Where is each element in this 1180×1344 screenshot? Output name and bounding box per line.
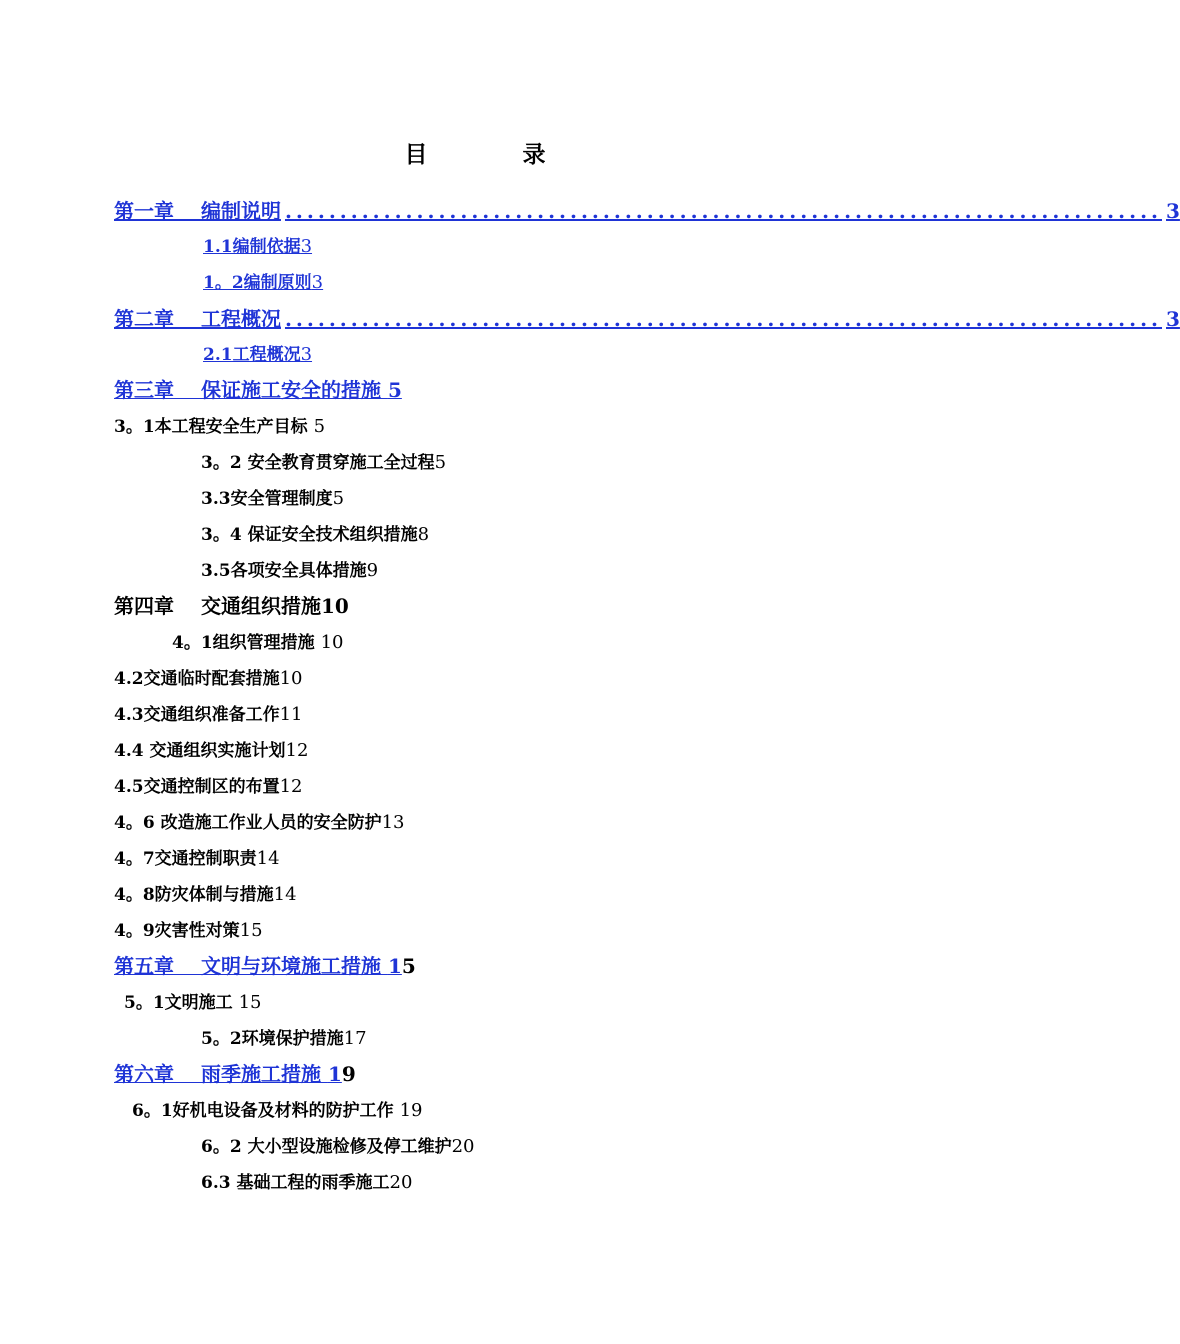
toc-chapter-1-page: 3 xyxy=(1166,199,1180,223)
toc-section-label: 4。7交通控制职责 xyxy=(114,849,257,869)
toc-section-page: 12 xyxy=(285,740,309,761)
toc-section-label: 4。6 改造施工作业人员的安全防护 xyxy=(114,813,382,833)
toc-section-page: 5 xyxy=(332,488,345,509)
toc-chapter-6[interactable] xyxy=(114,1061,356,1087)
toc-section-label: 1。2编制原则 xyxy=(203,273,312,293)
toc-section-label: 4。1组织管理措施 xyxy=(172,633,315,653)
toc-chapter-1-link[interactable] xyxy=(114,196,1180,226)
toc-section-6-1 xyxy=(132,1098,423,1124)
toc-section-page: 3 xyxy=(300,236,313,257)
toc-chapter-5[interactable] xyxy=(114,953,416,979)
toc-section-label: 6.3 基础工程的雨季施工 xyxy=(201,1173,390,1193)
toc-chapter-5-page-a: 1 xyxy=(387,954,402,978)
toc-section-label: 6。2 大小型设施检修及停工维护 xyxy=(201,1137,452,1157)
toc-chapter-3-label: 第三章 保证施工安全的措施 xyxy=(114,378,381,402)
toc-chapter-1-label: 第一章 编制说明 xyxy=(114,199,281,223)
toc-section-1-2-link[interactable] xyxy=(203,270,323,296)
toc-section-6-3 xyxy=(201,1170,412,1196)
toc-chapter-6-link[interactable] xyxy=(114,1062,342,1086)
toc-section-4-6 xyxy=(114,810,404,836)
toc-chapter-6-label: 第六章 雨季施工措施 xyxy=(114,1062,321,1086)
toc-section-page: 14 xyxy=(256,848,280,869)
toc-section-4-7 xyxy=(114,846,280,872)
toc-chapter-2-page: 3 xyxy=(1166,307,1180,331)
toc-section-page: 19 xyxy=(399,1100,423,1121)
toc-section-page: 12 xyxy=(279,776,303,797)
toc-leader-dots: ................................................................................ xyxy=(284,307,1162,331)
toc-section-page: 5 xyxy=(313,416,326,437)
toc-section-label: 2.1工程概况 xyxy=(203,345,301,365)
toc-chapter-4-label: 第四章 交通组织措施 xyxy=(114,594,321,618)
toc-section-page: 20 xyxy=(389,1172,413,1193)
toc-section-label: 3.5各项安全具体措施 xyxy=(201,561,367,581)
toc-section-label: 4.4 交通组织实施计划 xyxy=(114,741,286,761)
toc-section-4-3 xyxy=(114,702,302,728)
toc-section-4-4 xyxy=(114,738,308,764)
toc-section-label: 4.5交通控制区的布置 xyxy=(114,777,280,797)
toc-chapter-2-link[interactable] xyxy=(114,304,1180,334)
toc-chapter-5-page-b: 5 xyxy=(401,954,416,978)
toc-section-4-1 xyxy=(172,630,344,656)
toc-section-1-1-link[interactable] xyxy=(203,234,312,260)
toc-chapter-2-label: 第二章 工程概况 xyxy=(114,307,281,331)
toc-section-page: 15 xyxy=(238,992,262,1013)
toc-section-3-1 xyxy=(114,414,325,440)
toc-section-label: 4。9灾害性对策 xyxy=(114,921,240,941)
toc-section-4-5 xyxy=(114,774,302,800)
toc-section-label: 3。2 安全教育贯穿施工全过程 xyxy=(201,453,435,473)
toc-chapter-4 xyxy=(114,593,349,619)
toc-section-label: 5。1文明施工 xyxy=(124,993,233,1013)
toc-section-page: 13 xyxy=(381,812,405,833)
toc-section-6-2 xyxy=(201,1134,474,1160)
toc-chapter-5-link[interactable] xyxy=(114,954,402,978)
toc-chapter-3-page: 5 xyxy=(387,378,402,402)
toc-section-label: 3。4 保证安全技术组织措施 xyxy=(201,525,418,545)
toc-section-4-2 xyxy=(114,666,302,692)
toc-section-label: 6。1好机电设备及材料的防护工作 xyxy=(132,1101,394,1121)
toc-section-5-1 xyxy=(124,990,262,1016)
toc-section-label: 3.3安全管理制度 xyxy=(201,489,333,509)
toc-section-page: 3 xyxy=(311,272,324,293)
toc-section-label: 4。8防灾体制与措施 xyxy=(114,885,274,905)
toc-section-label: 5。2环境保护措施 xyxy=(201,1029,344,1049)
toc-section-4-8 xyxy=(114,882,297,908)
toc-section-page: 10 xyxy=(320,632,344,653)
toc-chapter-6-page-a: 1 xyxy=(327,1062,342,1086)
toc-section-page: 14 xyxy=(273,884,297,905)
toc-section-5-2 xyxy=(201,1026,367,1052)
toc-section-4-9 xyxy=(114,918,263,944)
toc-section-3-2 xyxy=(201,450,446,476)
toc-chapter-3-link[interactable] xyxy=(114,377,402,403)
toc-title: 目 录 xyxy=(404,141,582,168)
toc-section-page: 11 xyxy=(279,704,303,725)
toc-section-label: 4.3交通组织准备工作 xyxy=(114,705,280,725)
toc-section-page: 17 xyxy=(343,1028,367,1049)
toc-section-label: 4.2交通临时配套措施 xyxy=(114,669,280,689)
toc-section-label: 3。1本工程安全生产目标 xyxy=(114,417,308,437)
toc-section-2-1-link[interactable] xyxy=(203,342,312,368)
toc-section-page: 10 xyxy=(279,668,303,689)
toc-section-3-5 xyxy=(201,558,378,584)
toc-chapter-4-page: 10 xyxy=(320,594,349,618)
toc-section-page: 8 xyxy=(417,524,430,545)
toc-section-page: 20 xyxy=(451,1136,475,1157)
toc-section-3-3 xyxy=(201,486,344,512)
toc-section-page: 9 xyxy=(366,560,379,581)
toc-chapter-6-page-b: 9 xyxy=(341,1062,356,1086)
toc-section-label: 1.1编制依据 xyxy=(203,237,301,257)
toc-leader-dots: ................................................................................ xyxy=(284,199,1162,223)
toc-chapter-5-label: 第五章 文明与环境施工措施 xyxy=(114,954,381,978)
toc-section-page: 5 xyxy=(434,452,447,473)
toc-section-page: 15 xyxy=(239,920,263,941)
toc-section-3-4 xyxy=(201,522,429,548)
toc-section-page: 3 xyxy=(300,344,313,365)
